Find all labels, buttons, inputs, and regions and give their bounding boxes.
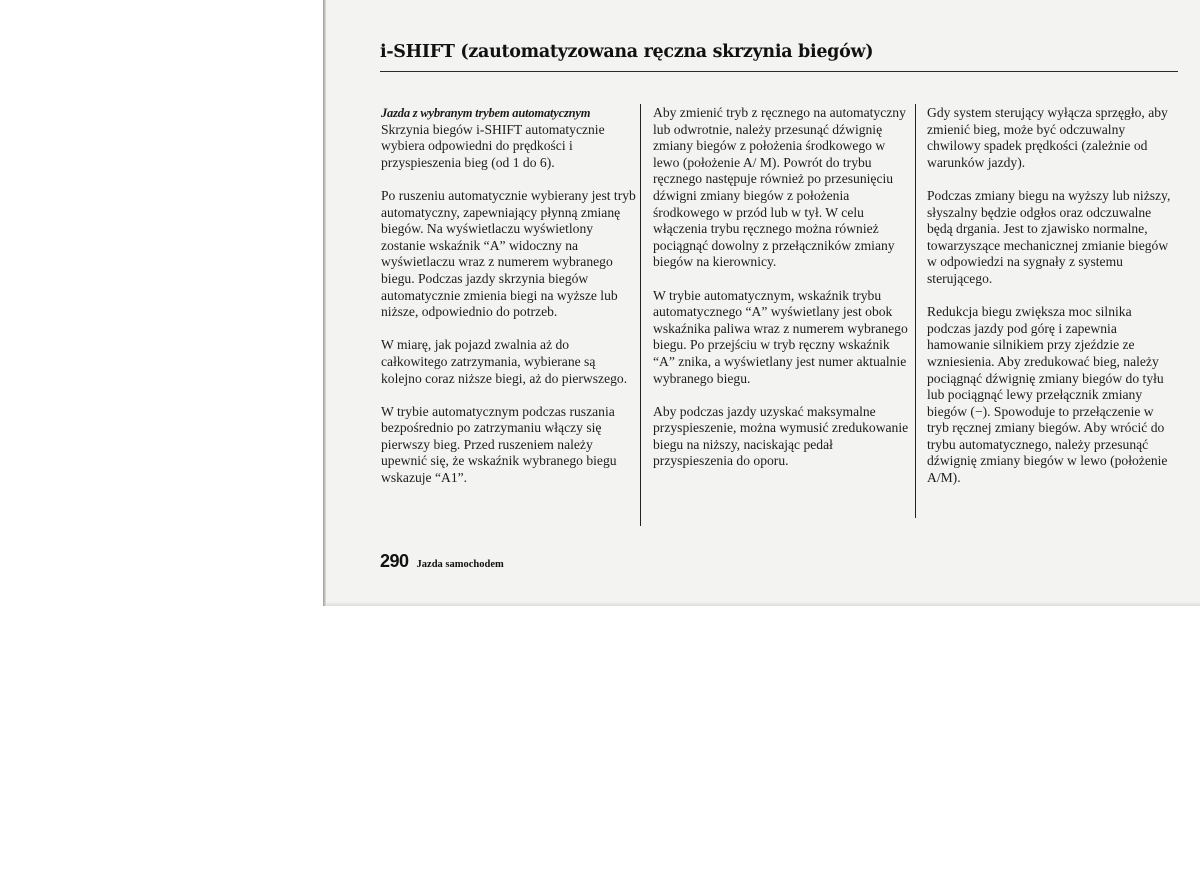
paragraph: Aby podczas jazdy uzyskać maksymalne przyspieszenie, można wymusić zredukowanie biegu na niższy, naciskając pedał przyspieszenia do oporu. <box>653 403 909 469</box>
paragraph: Redukcja biegu zwiększa moc silnika podczas jazdy pod górę i zapewnia hamowanie silnikiem przy zjeździe ze wzniesienia. Aby zredukować bieg, należy pociągnąć dźwignię zmiany biegów do tyłu lub pociągnąć lewy przełącznik zmiany biegów (−). Spowoduje to przełączenie w tryb ręcznej zmiany biegów. Aby wrócić do trybu automatycznego, należy przesunąć dźwignię zmiany biegów w lewo (położenie A/M). <box>927 304 1168 486</box>
paragraph: Po ruszeniu automatycznie wybierany jest tryb automatyczny, zapewniający płynną zmianę biegów. Na wyświetlaczu wyświetlony zostanie wskaźnik “A” widoczny na wyświetlaczu wraz z numerem wybranego biegu. Podczas jazdy skrzynia biegów automatycznie zmienia biegi na wyższe lub niższe, odpowiednio do potrzeb. <box>381 187 636 320</box>
manual-page <box>324 0 1200 606</box>
footer-section-title: Jazda samochodem <box>416 559 504 570</box>
column-divider <box>640 104 641 526</box>
page-number: 290 <box>380 551 409 571</box>
paragraph: W miarę, jak pojazd zwalnia aż do całkowitego zatrzymania, wybierane są kolejno coraz niższe biegi, aż do pierwszego. <box>381 337 628 386</box>
text-column-2 <box>653 105 911 487</box>
text-column-3 <box>927 105 1175 503</box>
paragraph: Aby zmienić tryb z ręcznego na automatyczny lub odwrotnie, należy przesunąć dźwignię zmiany biegów z położenia środkowego w lewo (położenie A/ M). Powrót do trybu ręcznego następuje również po przesunięciu dźwigni zmiany biegów z położenia środkowego w przód lub w tył. W celu włączenia trybu ręcznego można również pociągnąć dowolny z przełączników zmiany biegów na kierownicy. <box>653 105 906 270</box>
paragraph: W trybie automatycznym, wskaźnik trybu automatycznego “A” wyświetlany jest obok wskaźnika paliwa wraz z numerem wybranego biegu. Po przejściu w tryb ręczny wskaźnik “A” znika, a wyświetlany jest numer aktualnie wybranego biegu. <box>653 287 908 386</box>
paragraph: W trybie automatycznym podczas ruszania bezpośrednio po zatrzymaniu włączy się pierwszy bieg. Przed ruszeniem należy upewnić się, że wskaźnik wybranego biegu wskazuje “A1”. <box>381 403 617 486</box>
page-title: i-SHIFT (zautomatyzowana ręczna skrzynia biegów) <box>380 42 874 62</box>
text-column-1 <box>381 105 637 503</box>
page-footer <box>380 551 504 572</box>
title-rule <box>380 71 1178 72</box>
paragraph: Podczas zmiany biegu na wyższy lub niższy, słyszalny będzie odgłos oraz odczuwalne będą drgania. Jest to zjawisko normalne, towarzyszące mechanicznej zmianie biegów w odpowiedzi na sygnały z systemu sterującego. <box>927 187 1171 286</box>
paragraph: Gdy system sterujący wyłącza sprzęgło, aby zmienić bieg, może być odczuwalny chwilowy spadek prędkości (zależnie od warunków jazdy). <box>927 105 1168 170</box>
section-subheading: Jazda z wybranym trybem automatycznym <box>381 106 591 120</box>
paragraph: Skrzynia biegów i-SHIFT automatycznie wybiera odpowiedni do prędkości i przyspieszenia bieg (od 1 do 6). <box>381 121 605 170</box>
column-divider <box>915 104 916 518</box>
